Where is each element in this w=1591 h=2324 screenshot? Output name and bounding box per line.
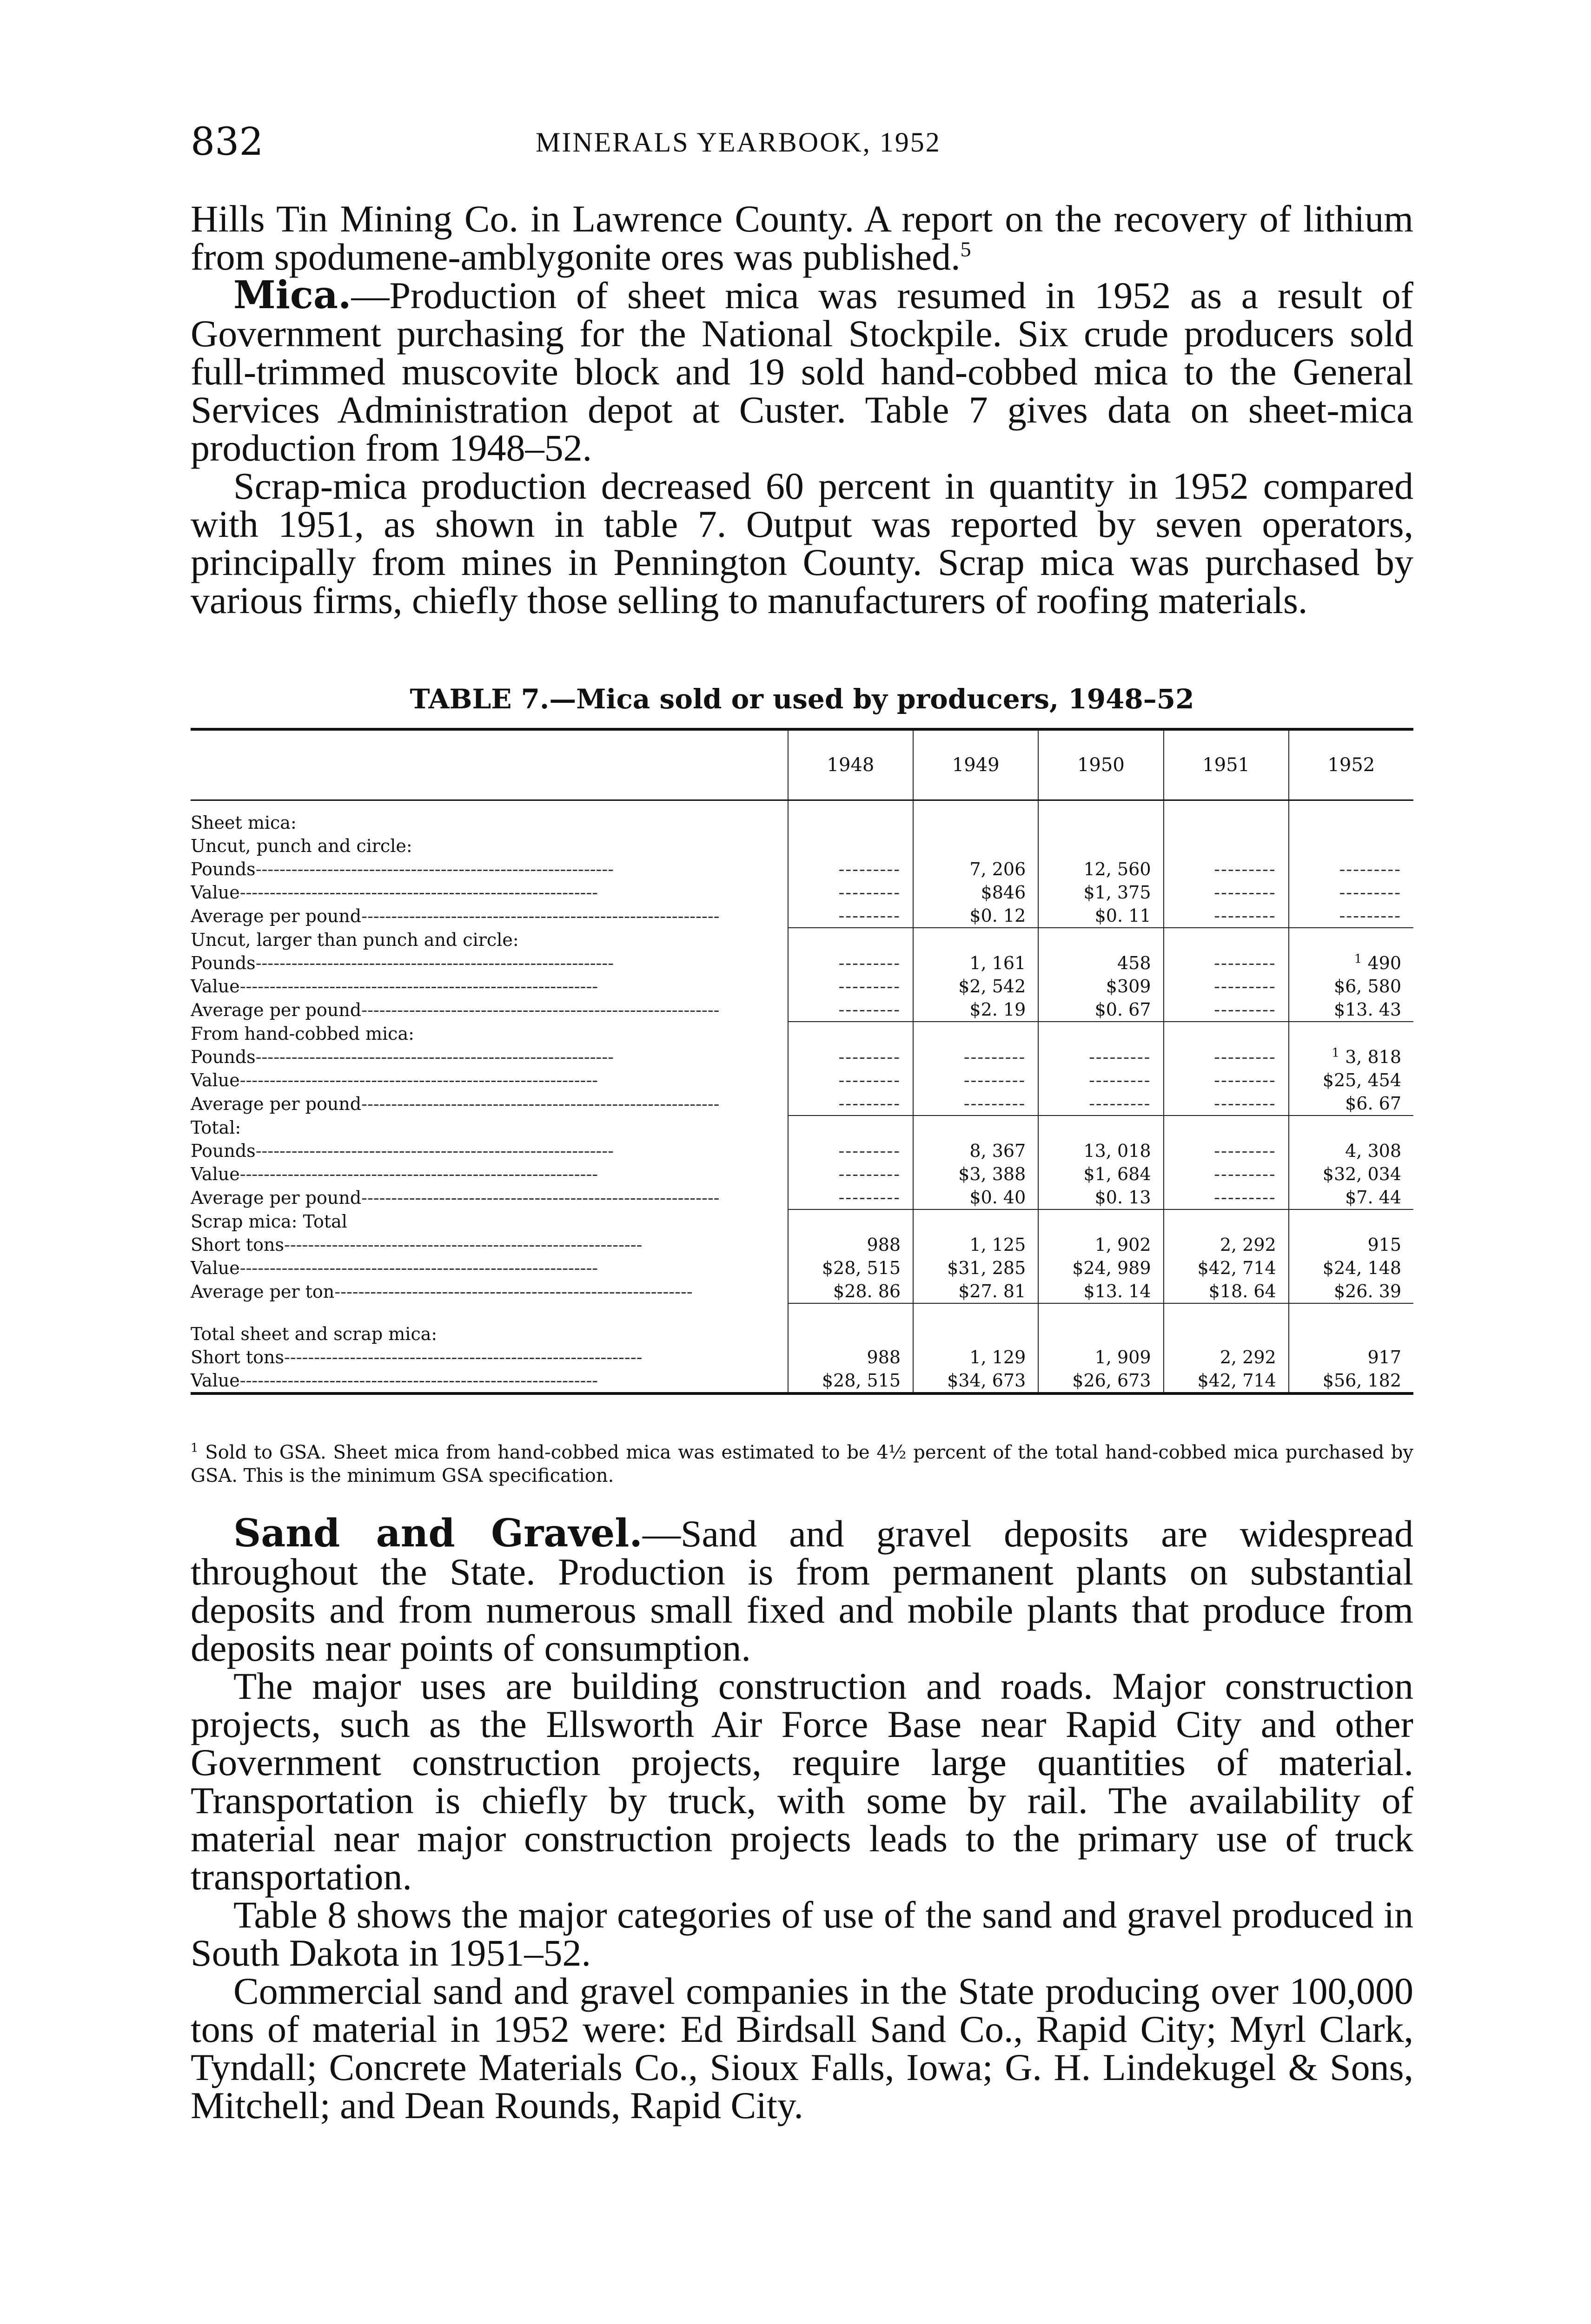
- paragraph-scrap-mica: Scrap-mica production decreased 60 percent in quantity in 1952 compared with 1951, as shown in table 7. Output was reported by seven operators, principally from mines in Pennington County. Scrap mica was purchased by various firms, chiefly those selling to manufacturers of roofing materials.: [191, 465, 1413, 621]
- cell-1948: ---------: [788, 1139, 913, 1162]
- cell-1951: $42, 714: [1164, 1369, 1289, 1393]
- cell-1952: $^1$ 3, 818: [1289, 1045, 1413, 1069]
- cell-1949: 1, 161: [913, 951, 1038, 975]
- cell-1950: ---------: [1038, 1045, 1163, 1069]
- body-text-top: [191, 200, 1413, 620]
- cell-1950: $13. 14: [1038, 1280, 1163, 1303]
- cell-1949: $2, 542: [913, 975, 1038, 998]
- cell-1949: $31, 285: [913, 1256, 1038, 1280]
- cell-1948: ---------: [788, 1162, 913, 1186]
- cell-1952: $32, 034: [1289, 1162, 1413, 1186]
- cell-1952: ---------: [1289, 881, 1413, 904]
- cell-1950: $0. 11: [1038, 904, 1163, 928]
- cell-1952: $25, 454: [1289, 1069, 1413, 1092]
- cell-1948: $28. 86: [788, 1280, 913, 1303]
- cell-1951: $42, 714: [1164, 1256, 1289, 1280]
- table-row: [191, 998, 1413, 1022]
- cell-1952: 917: [1289, 1346, 1413, 1369]
- row-label: Value------------------------------------------------------------: [191, 1070, 598, 1090]
- cell-1951: ---------: [1164, 881, 1289, 904]
- cell-1950: $26, 673: [1038, 1369, 1163, 1393]
- cell-1951: ---------: [1164, 1162, 1289, 1186]
- cell-1949: $27. 81: [913, 1280, 1038, 1303]
- table-row: [191, 1069, 1413, 1092]
- cell-1948: ---------: [788, 951, 913, 975]
- mica-table: [191, 728, 1413, 1395]
- table-row: Total:: [191, 1116, 1413, 1139]
- cell-1952: $6. 67: [1289, 1092, 1413, 1116]
- row-label: Value------------------------------------------------------------: [191, 976, 598, 997]
- row-label: Short tons------------------------------------------------------------: [191, 1347, 643, 1367]
- year-header: 1949: [913, 729, 1038, 800]
- row-label: Value------------------------------------------------------------: [191, 882, 598, 903]
- cell-1950: ---------: [1038, 1092, 1163, 1116]
- row-label: Value------------------------------------------------------------: [191, 1369, 788, 1393]
- table-row: [191, 1186, 1413, 1209]
- cell-1949: $0. 12: [913, 904, 1038, 928]
- cell-1950: ---------: [1038, 1069, 1163, 1092]
- footnote-ref: 5: [960, 237, 971, 261]
- table-row: [191, 858, 1413, 881]
- cell-1951: ---------: [1164, 858, 1289, 881]
- cell-1950: 12, 560: [1038, 858, 1163, 881]
- cell-1948: ---------: [788, 975, 913, 998]
- cell-1950: $24, 989: [1038, 1256, 1163, 1280]
- paragraph-table8: Table 8 shows the major categories of use of the sand and gravel produced in South Dakota in 1951–52.: [191, 1894, 1413, 1974]
- cell-1951: 2, 292: [1164, 1233, 1289, 1256]
- table-row: Total sheet and scrap mica:: [191, 1322, 1413, 1346]
- cell-1951: 2, 292: [1164, 1346, 1289, 1369]
- cell-1948: ---------: [788, 858, 913, 881]
- table-row: [191, 1092, 1413, 1116]
- table-row: [191, 1233, 1413, 1256]
- cell-1950: $0. 13: [1038, 1186, 1163, 1209]
- cell-1951: ---------: [1164, 998, 1289, 1022]
- row-label: Pounds------------------------------------------------------------: [191, 953, 614, 973]
- paragraph-companies: Commercial sand and gravel companies in the State producing over 100,000 tons of material in 1952 were: Ed Birdsall Sand Co., Rapid City; Myrl Clark, Tyndall; Concrete Materials Co., Sioux Falls, Iowa; G. H. Lindekugel & Sons, Mitchell; and Dean Rounds, Rapid City.: [191, 1970, 1413, 2126]
- cell-1952: 915: [1289, 1233, 1413, 1256]
- stub-header: [191, 729, 788, 800]
- cell-1951: ---------: [1164, 951, 1289, 975]
- row-label: Average per pound------------------------------------------------------------: [191, 1093, 720, 1114]
- cell-1952: ---------: [1289, 858, 1413, 881]
- cell-1948: $28, 515: [788, 1256, 913, 1280]
- footnote-ref: 1: [1354, 952, 1362, 966]
- cell-1948: ---------: [788, 1045, 913, 1069]
- cell-1950: $0. 67: [1038, 998, 1163, 1022]
- row-label: Average per pound------------------------------------------------------------: [191, 999, 720, 1020]
- cell-1952: $56, 182: [1289, 1369, 1413, 1393]
- section-heading-sand-gravel: Sand and Gravel.: [233, 1511, 643, 1556]
- cell-1949: $0. 40: [913, 1186, 1038, 1209]
- table-row: [191, 951, 1413, 975]
- cell-1948: 988: [788, 1233, 913, 1256]
- table-row: Scrap mica: Total: [191, 1209, 1413, 1233]
- cell-1950: 1, 909: [1038, 1346, 1163, 1369]
- cell-1951: ---------: [1164, 1069, 1289, 1092]
- cell-1948: ---------: [788, 1092, 913, 1116]
- table-row: [191, 975, 1413, 998]
- footnote-ref: 1: [1332, 1046, 1340, 1060]
- year-header: 1950: [1038, 729, 1163, 800]
- row-label: Average per ton------------------------------------------------------------: [191, 1281, 693, 1302]
- table-title: TABLE 7.—Mica sold or used by producers, 1948–52: [410, 683, 1194, 715]
- cell-1948: ---------: [788, 1186, 913, 1209]
- cell-1948: $28, 515: [788, 1369, 913, 1393]
- table-header-row: [191, 729, 1413, 800]
- row-label: Pounds------------------------------------------------------------: [191, 1141, 614, 1161]
- cell-1949: 8, 367: [913, 1139, 1038, 1162]
- table-row: [191, 904, 1413, 928]
- cell-1952: $26. 39: [1289, 1280, 1413, 1303]
- cell-1948: ---------: [788, 881, 913, 904]
- table-row: [191, 1369, 1413, 1393]
- cell-1950: $1, 684: [1038, 1162, 1163, 1186]
- row-label: Short tons------------------------------------------------------------: [191, 1235, 643, 1255]
- cell-1952: $7. 44: [1289, 1186, 1413, 1209]
- cell-1948: ---------: [788, 904, 913, 928]
- table-footnote: $^1$ Sold to GSA. Sheet mica from hand-cobbed mica was estimated to be 4½ percent of the total hand-cobbed mica purchased by GSA. This is the minimum GSA specification.: [191, 1441, 1414, 1486]
- cell-1950: 1, 902: [1038, 1233, 1163, 1256]
- body-text-bottom: [191, 1511, 1413, 2126]
- paragraph-lithium: Hills Tin Mining Co. in Lawrence County. A report on the recovery of lithium from spodumene-amblygonite ores was published.$^5$: [191, 198, 1413, 278]
- table-row: Uncut, punch and circle:: [191, 834, 1413, 858]
- row-label: Average per pound------------------------------------------------------------: [191, 1187, 720, 1208]
- cell-1951: ---------: [1164, 904, 1289, 928]
- row-label: Pounds------------------------------------------------------------: [191, 859, 614, 879]
- year-header: 1952: [1289, 729, 1413, 800]
- cell-1952: $13. 43: [1289, 998, 1413, 1022]
- cell-1951: ---------: [1164, 1139, 1289, 1162]
- cell-1948: ---------: [788, 1069, 913, 1092]
- table-row: Uncut, larger than punch and circle:: [191, 928, 1413, 951]
- cell-1949: $3, 388: [913, 1162, 1038, 1186]
- row-label: Pounds------------------------------------------------------------: [191, 1047, 614, 1067]
- section-heading-mica: Mica.: [233, 273, 351, 317]
- year-header: 1951: [1164, 729, 1289, 800]
- paragraph-sand-gravel: Sand and Gravel.—Sand and gravel deposits are widespread throughout the State. Production is from permanent plants on substantial deposits and from numerous small fixed and mobile plants that produce from deposits near points of consumption.: [191, 1511, 1413, 1669]
- cell-1952: $^1$ 490: [1289, 951, 1413, 975]
- cell-1949: $2. 19: [913, 998, 1038, 1022]
- cell-1949: 1, 129: [913, 1346, 1038, 1369]
- row-label: Value------------------------------------------------------------: [191, 1258, 598, 1278]
- cell-1949: 7, 206: [913, 858, 1038, 881]
- cell-1950: 458: [1038, 951, 1163, 975]
- running-head: MINERALS YEARBOOK, 1952: [536, 127, 941, 158]
- cell-1949: ---------: [913, 1092, 1038, 1116]
- cell-1949: ---------: [913, 1069, 1038, 1092]
- cell-1949: $34, 673: [913, 1369, 1038, 1393]
- cell-1952: 4, 308: [1289, 1139, 1413, 1162]
- cell-1951: ---------: [1164, 1186, 1289, 1209]
- table-row: [191, 1139, 1413, 1162]
- cell-1952: $24, 148: [1289, 1256, 1413, 1280]
- table-row: [191, 1280, 1413, 1303]
- cell-1948: 988: [788, 1346, 913, 1369]
- cell-1952: $6, 580: [1289, 975, 1413, 998]
- table-row: [191, 1256, 1413, 1280]
- cell-1949: $846: [913, 881, 1038, 904]
- table-row: From hand-cobbed mica:: [191, 1022, 1413, 1045]
- year-header: 1948: [788, 729, 913, 800]
- cell-1950: $1, 375: [1038, 881, 1163, 904]
- cell-1948: ---------: [788, 998, 913, 1022]
- cell-1951: ---------: [1164, 1045, 1289, 1069]
- table-row: Sheet mica:: [191, 811, 1413, 834]
- cell-1951: ---------: [1164, 975, 1289, 998]
- row-label: Average per pound------------------------------------------------------------: [191, 905, 720, 926]
- cell-1950: 13, 018: [1038, 1139, 1163, 1162]
- table-row: [191, 881, 1413, 904]
- footnote-mark: 1: [191, 1441, 199, 1455]
- cell-1952: ---------: [1289, 904, 1413, 928]
- row-label: Value------------------------------------------------------------: [191, 1164, 598, 1184]
- cell-1949: ---------: [913, 1045, 1038, 1069]
- table-row: [191, 1346, 1413, 1369]
- paragraph-major-uses: The major uses are building construction and roads. Major construction projects, such as the Ellsworth Air Force Base near Rapid City and other Government construction projects, require large quantities of material. Transportation is chiefly by truck, with some by rail. The availability of material near major construction projects leads to the primary use of truck transportation.: [191, 1665, 1413, 1898]
- cell-1950: $309: [1038, 975, 1163, 998]
- paragraph-mica: Mica.—Production of sheet mica was resumed in 1952 as a result of Government purchasing for the National Stockpile. Six crude producers sold full-trimmed muscovite block and 19 sold hand-cobbed mica to the General Services Administration depot at Custer. Table 7 gives data on sheet-mica production from 1948–52.: [191, 273, 1413, 469]
- page-number: 832: [191, 120, 264, 164]
- cell-1951: ---------: [1164, 1092, 1289, 1116]
- page-header: [191, 120, 1418, 171]
- cell-1949: 1, 125: [913, 1233, 1038, 1256]
- cell-1951: $18. 64: [1164, 1280, 1289, 1303]
- table-row: [191, 1045, 1413, 1069]
- table-row: [191, 1162, 1413, 1186]
